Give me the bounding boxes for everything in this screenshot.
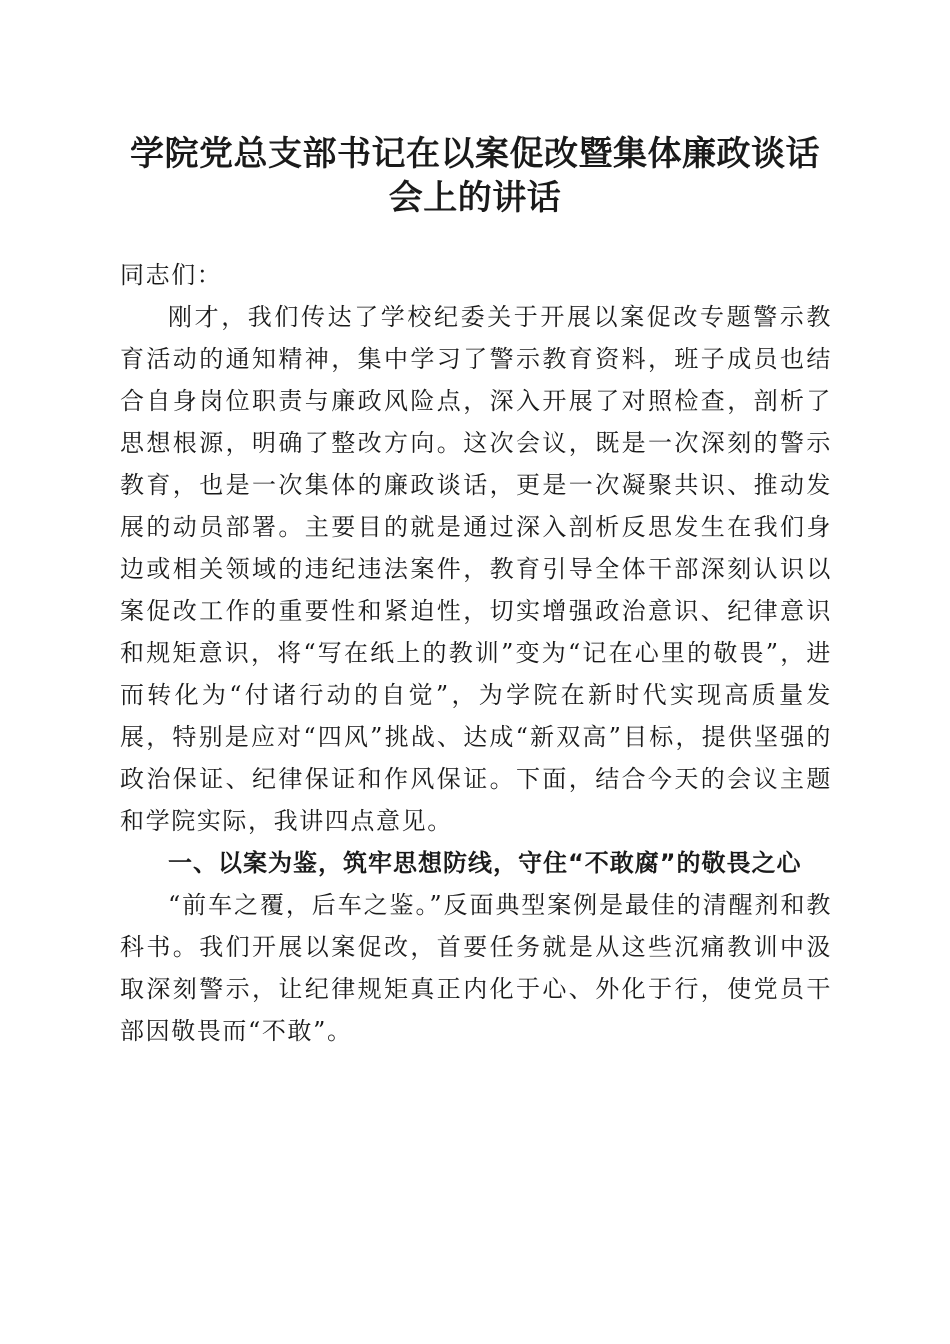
salutation: 同志们： (120, 261, 223, 289)
paragraph-section-1: “前车之覆，后车之鉴。”反面典型案例是最佳的清醒剂和教科书。我们开展以案促改，首要任务就是从这些沉痛教训中汲取深刻警示，让纪律规矩真正内化于心、外化于行，使党员干部因敬畏而“不敢”。 (120, 891, 832, 1045)
title-line-1: 学院党总支部书记在以案促改暨集体廉政谈话 (130, 134, 820, 174)
paragraph-intro: 刚才，我们传达了学校纪委关于开展以案促改专题警示教育活动的通知精神，集中学习了警示教育资料，班子成员也结合自身岗位职责与廉政风险点，深入开展了对照检查，剖析了思想根源，明确了整改方向。这次会议，既是一次深刻的警示教育，也是一次集体的廉政谈话，更是一次凝聚共识、推动发展的动员部署。主要目的就是通过深入剖析反思发生在我们身边或相关领域的违纪违法案件，教育引导全体干部深刻认识以案促改工作的重要性和紧迫性，切实增强政治意识、纪律意识和规矩意识，将“写在纸上的教训”变为“记在心里的敬畏”，进而转化为“付诸行动的自觉”，为学院在新时代实现高质量发展，特别是应对“四风”挑战、达成“新双高”目标，提供坚强的政治保证、纪律保证和作风保证。下面，结合今天的会议主题和学院实际，我讲四点意见。 (120, 303, 832, 835)
document-title (100, 132, 850, 220)
section-heading-1: 一、以案为鉴，筑牢思想防线，守住“不敢腐”的敬畏之心 (168, 849, 802, 877)
title-line-2: 会上的讲话 (388, 178, 562, 218)
document-body (120, 254, 832, 1052)
